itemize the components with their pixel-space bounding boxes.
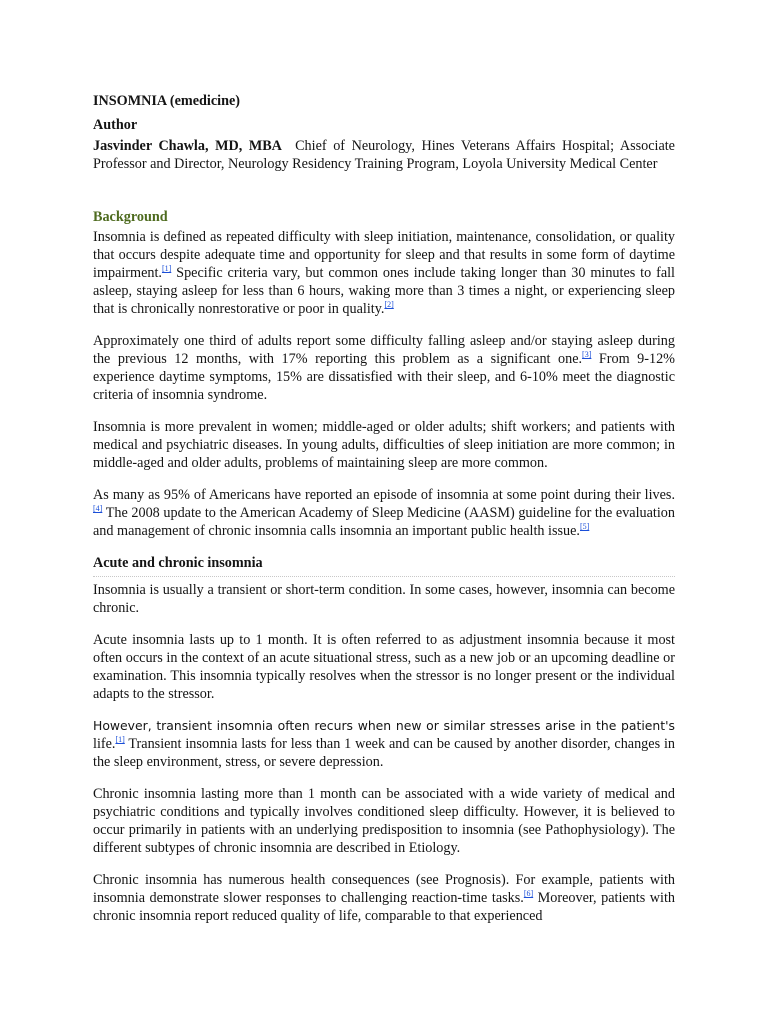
document-body — [93, 92, 675, 939]
author-name: Jasvinder Chawla, MD, MBA — [93, 138, 282, 154]
acute-chronic-heading: Acute and chronic insomnia — [93, 554, 675, 577]
chronic-paragraph-1: Chronic insomnia lasting more than 1 month can be associated with a wide variety of medical and psychiatric conditions and typically involves conditioned sleep difficulty. However, it is believed to occur primarily in patients with an underlying predisposition to insomnia (see Pathophysiology). The different subtypes of chronic insomnia are described in Etiology. — [93, 786, 675, 856]
acute-paragraph-2: Acute insomnia lasts up to 1 month. It is often referred to as adjustment insomnia because it most often occurs in the context of an acute situational stress, such as a new job or an upcoming deadline or examination. This insomnia typically resolves when the stressor is no longer present or the individual adapts to the stressor. — [93, 632, 675, 702]
background-heading: Background — [93, 209, 168, 225]
citation-link-1-repeat[interactable]: [1] — [115, 735, 125, 744]
author-affiliation: Chief of Neurology, Hines Veterans Affairs Hospital; Associate Professor and Director, Neurology Residency Training Program, Loyola University Medical Center — [93, 138, 675, 172]
citation-link-3[interactable]: [3] — [582, 350, 592, 359]
citation-link-5[interactable]: [5] — [579, 522, 590, 531]
background-paragraph-3: Insomnia is more prevalent in women; middle-aged or older adults; shift workers; and patients with medical and psychiatric diseases. In young adults, difficulties of sleep initiation are more common; in middle-aged and older adults, problems of maintaining sleep are more common. — [93, 419, 675, 471]
citation-link-2[interactable]: [2] — [384, 300, 394, 309]
author-heading: Author — [93, 117, 138, 133]
background-paragraph-1: Insomnia is defined as repeated difficulty with sleep initiation, maintenance, consolidation, or quality that occurs despite adequate time and opportunity for sleep and that results in some form of daytime impairment.[1] Specific criteria vary, but common ones include taking longer than 30 minutes to fall asleep, staying asleep for less than 6 hours, waking more than 3 times a night, or experiencing sleep that is chronically nonrestorative or poor in quality.[2] — [93, 229, 675, 317]
acute-paragraph-1: Insomnia is usually a transient or short-term condition. In some cases, however, insomnia can become chronic. — [93, 582, 675, 616]
citation-link-4[interactable]: [4] — [93, 504, 103, 513]
background-paragraph-4: As many as 95% of Americans have reported an episode of insomnia at some point during their lives.[4] The 2008 update to the American Academy of Sleep Medicine (AASM) guideline for the evaluation and management of chronic insomnia calls insomnia an important public health issue.[5] — [93, 487, 675, 539]
chronic-paragraph-2: Chronic insomnia has numerous health consequences (see Prognosis). For example, patients with insomnia demonstrate slower responses to challenging reaction-time tasks.[6] Moreover, patients with chronic insomnia report reduced quality of life, comparable to that experienced — [93, 872, 675, 924]
acute-paragraph-3: However, transient insomnia often recurs when new or similar stresses arise in the patient's life.[1] Transient insomnia lasts for less than 1 week and can be caused by another disorder, changes in the sleep environment, stress, or severe depression. — [93, 718, 675, 770]
author-block — [93, 137, 675, 173]
document-title: INSOMNIA (emedicine) — [93, 93, 240, 109]
citation-link-6[interactable]: [6] — [523, 889, 534, 898]
citation-link-1[interactable]: [1] — [161, 264, 172, 273]
background-paragraph-2: Approximately one third of adults report some difficulty falling asleep and/or staying asleep during the previous 12 months, with 17% reporting this problem as a significant one.[3] From 9-12% experience daytime symptoms, 15% are dissatisfied with their sleep, and 6-10% meet the diagnostic criteria of insomnia syndrome. — [93, 333, 675, 403]
